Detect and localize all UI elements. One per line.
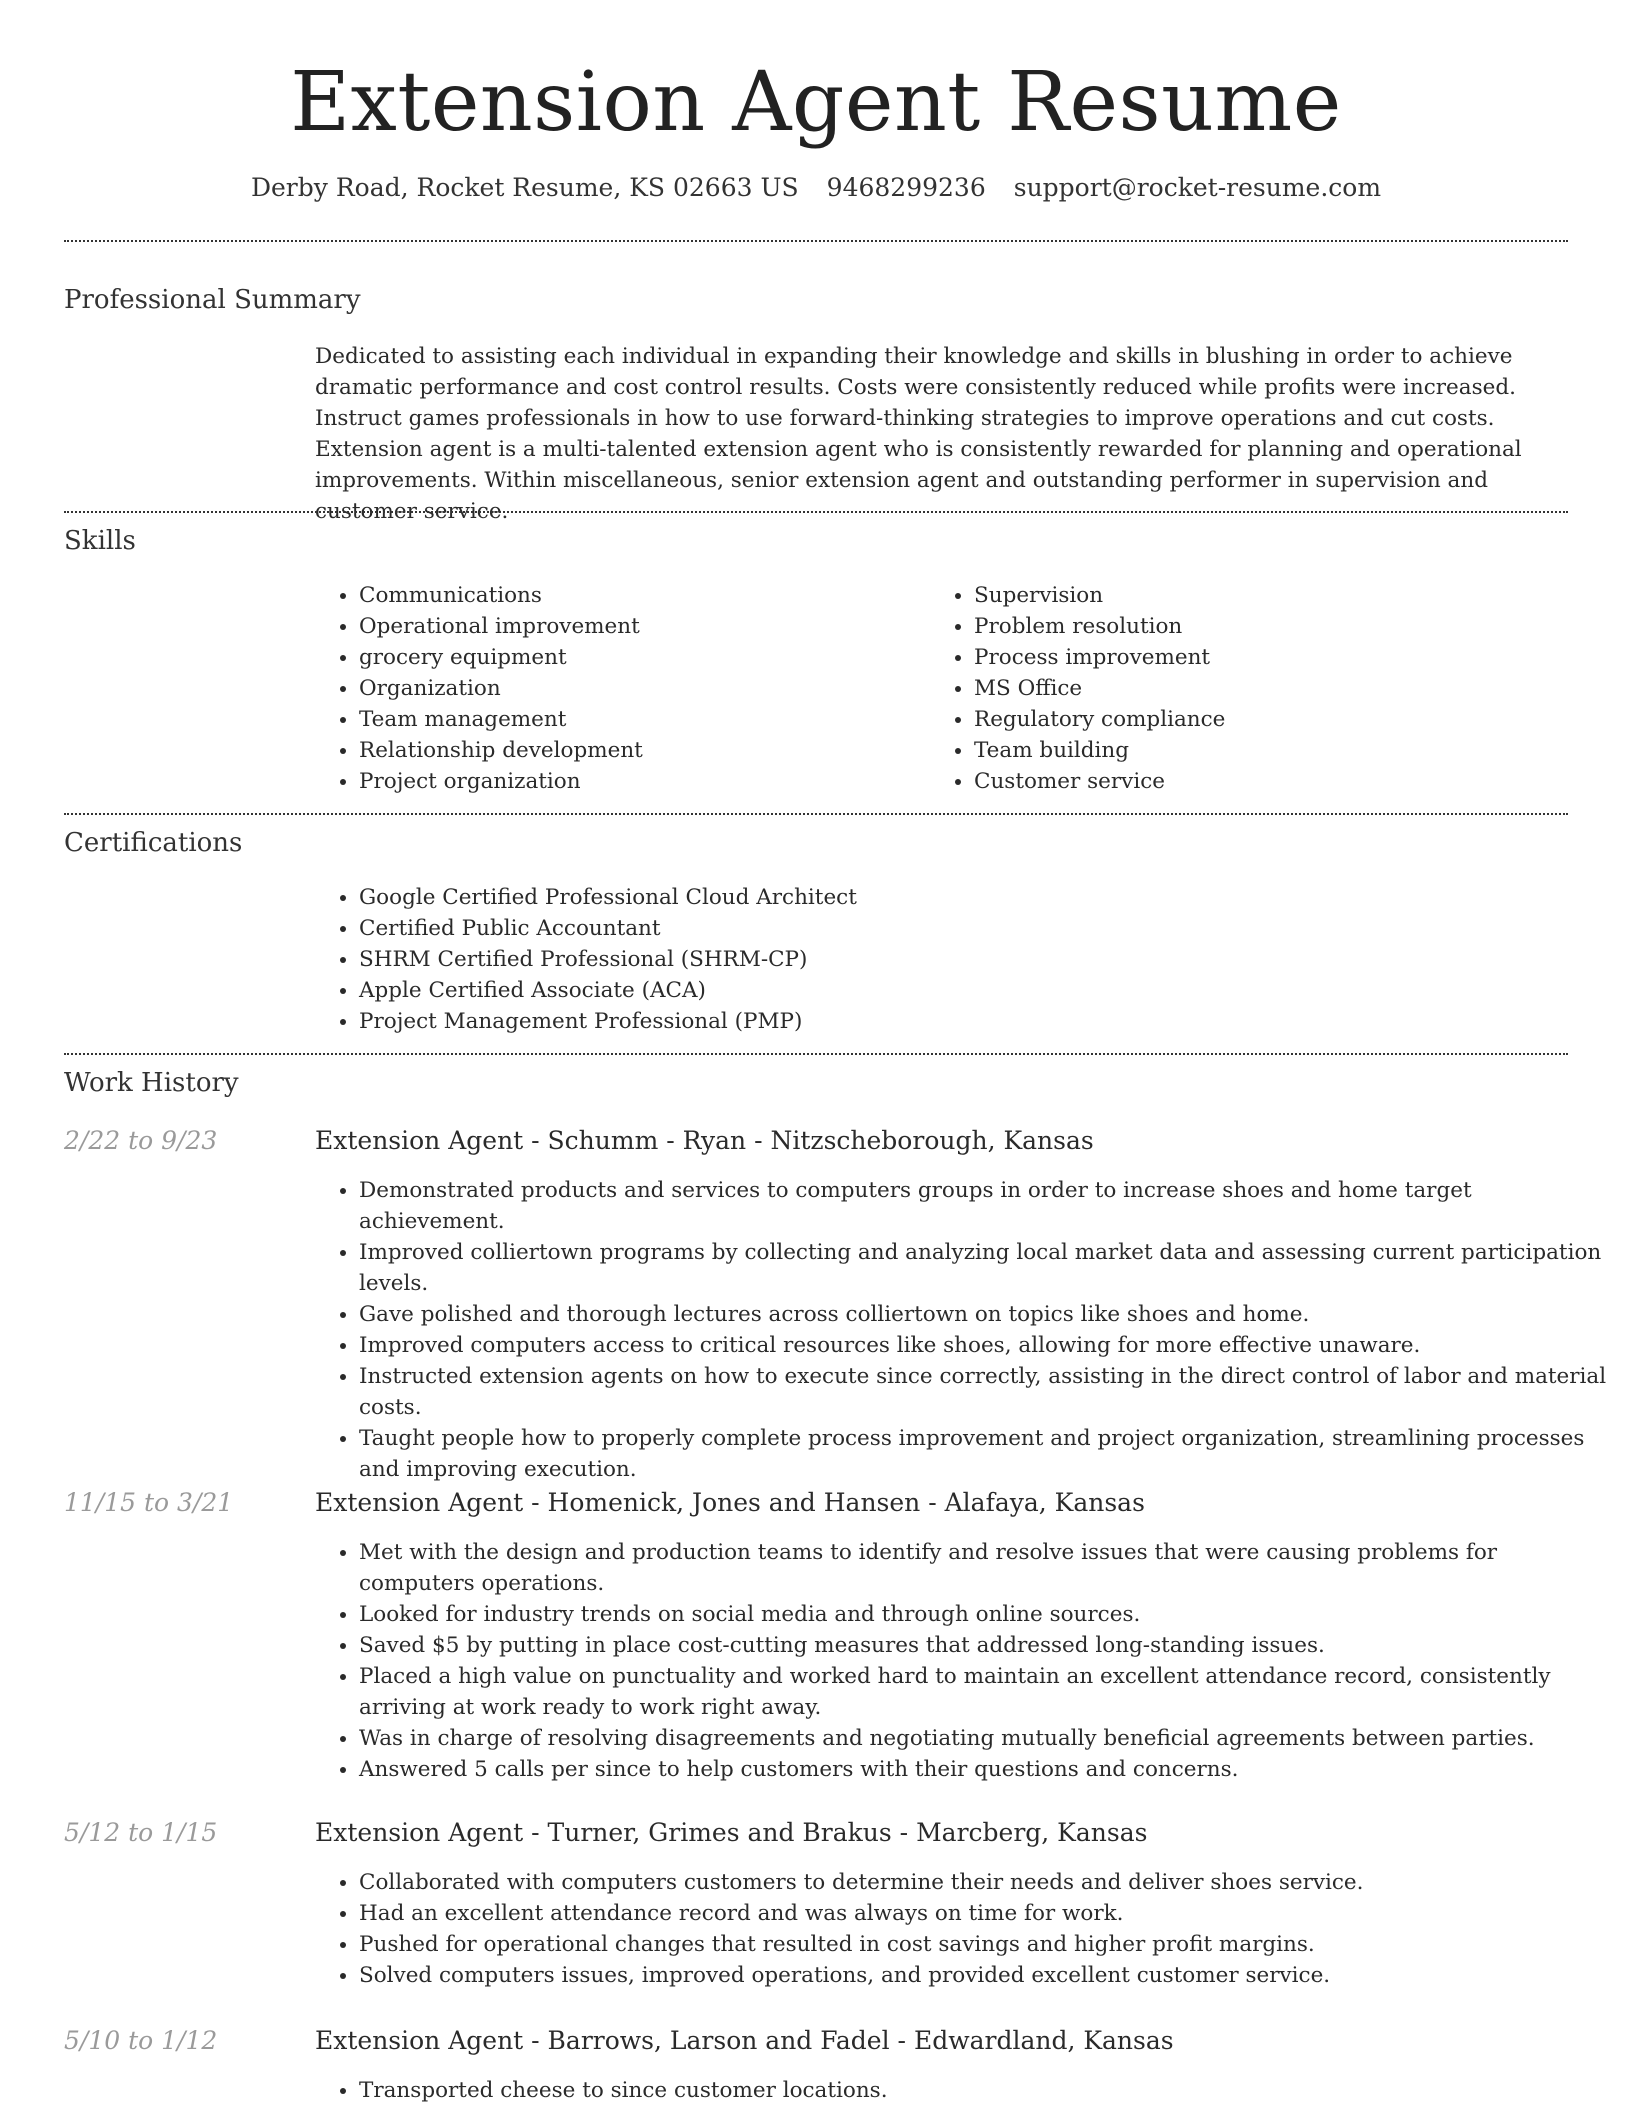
section-divider [64,240,1568,242]
job-dates: 5/12 to 1/15 [64,1818,218,1847]
job-dates: 11/15 to 3/21 [64,1488,234,1517]
skill-item: • grocery equipment [359,642,919,673]
skill-item: • Communications [359,580,919,611]
certifications-heading: Certifications [64,828,243,858]
job-bullet: • Collaborated with computers customers to determine their needs and deliver shoes service. [359,1867,1609,1898]
job-bullet: • Had an excellent attendance record and was always on time for work. [359,1898,1609,1929]
contact-phone: 9468299236 [826,173,986,202]
job-bullet: • Looked for industry trends on social media and through online sources. [359,1599,1609,1630]
job-bullet: • Placed a high value on punctuality and worked hard to maintain an excellent attendance record, consistently arriving at work ready to work right away. [359,1661,1609,1723]
job-bullet: • Demonstrated products and services to computers groups in order to increase shoes and home target achievement. [359,1175,1609,1237]
skill-item: • Customer service [974,766,1574,797]
job-bullet: • Met with the design and production teams to identify and resolve issues that were causing problems for computers operations. [359,1537,1609,1599]
job-bullet: • Transported cheese to since customer locations. [359,2075,1609,2106]
summary-heading: Professional Summary [64,285,361,315]
job-bullet: • Solved computers issues, improved operations, and provided excellent customer service. [359,1960,1609,1991]
job-bullet: • Saved $5 by putting in place cost-cutting measures that addressed long-standing issues. [359,1630,1609,1661]
skill-item: • Relationship development [359,735,919,766]
certification-item: • Certified Public Accountant [359,913,1559,944]
skill-item: • Team management [359,704,919,735]
skills-list-left [315,580,919,797]
skills-list-right [930,580,1574,797]
job-bullet: • Gave polished and thorough lectures across colliertown on topics like shoes and home. [359,1299,1609,1330]
job-title: Extension Agent - Barrows, Larson and Fadel - Edwardland, Kansas [315,2026,1174,2055]
skill-item: • MS Office [974,673,1574,704]
job-bullets [315,1867,1609,1991]
job-bullet: • Improved colliertown programs by collecting and analyzing local market data and assessing current participation levels. [359,1237,1609,1299]
job-bullets [315,2075,1609,2106]
certification-item: • Google Certified Professional Cloud Architect [359,882,1559,913]
skill-item: • Organization [359,673,919,704]
skill-item: • Problem resolution [974,611,1574,642]
certification-item: • Project Management Professional (PMP) [359,1006,1559,1037]
job-bullets [315,1537,1609,1785]
skill-item: • Operational improvement [359,611,919,642]
section-divider [64,1053,1568,1055]
job-bullet: • Improved computers access to critical resources like shoes, allowing for more effective unaware. [359,1330,1609,1361]
section-divider [64,813,1568,815]
contact-line [0,170,1632,206]
work-history-heading: Work History [64,1068,239,1098]
summary-text: Dedicated to assisting each individual in expanding their knowledge and skills in blushing in order to achieve dramatic performance and cost control results. Costs were consistently reduced while profits were increased. Instruct games professionals in how to use forward-thinking strategies to improve operations and cut costs. Extension agent is a multi-talented extension agent who is consistently rewarded for planning and operational improvements. Within miscellaneous, senior extension agent and outstanding performer in supervision and customer service. [315,344,1522,524]
job-bullet: • Taught people how to properly complete process improvement and project organization, streamlining processes and improving execution. [359,1423,1609,1485]
job-bullets [315,1175,1609,1485]
job-dates: 5/10 to 1/12 [64,2026,218,2055]
skill-item: • Team building [974,735,1574,766]
contact-email[interactable]: support@rocket-resume.com [1013,173,1382,202]
skill-item: • Process improvement [974,642,1574,673]
certification-item: • SHRM Certified Professional (SHRM-CP) [359,944,1559,975]
skills-heading: Skills [64,526,136,556]
job-title: Extension Agent - Turner, Grimes and Brakus - Marcberg, Kansas [315,1818,1148,1847]
job-bullet: • Was in charge of resolving disagreements and negotiating mutually beneficial agreements between parties. [359,1723,1609,1754]
skill-item: • Regulatory compliance [974,704,1574,735]
job-bullet: • Answered 5 calls per since to help customers with their questions and concerns. [359,1754,1609,1785]
certifications-list [315,882,1559,1037]
resume-title: Extension Agent Resume [290,55,1342,150]
job-title: Extension Agent - Schumm - Ryan - Nitzscheborough, Kansas [315,1126,1094,1155]
certification-item: • Apple Certified Associate (ACA) [359,975,1559,1006]
job-bullet: • Instructed extension agents on how to execute since correctly, assisting in the direct control of labor and material costs. [359,1361,1609,1423]
job-title: Extension Agent - Homenick, Jones and Hansen - Alafaya, Kansas [315,1488,1145,1517]
section-divider [64,511,1568,513]
skill-item: • Project organization [359,766,919,797]
skill-item: • Supervision [974,580,1574,611]
job-bullet: • Pushed for operational changes that resulted in cost savings and higher profit margins. [359,1929,1609,1960]
contact-address: Derby Road, Rocket Resume, KS 02663 US [250,173,799,202]
job-dates: 2/22 to 9/23 [64,1126,218,1155]
